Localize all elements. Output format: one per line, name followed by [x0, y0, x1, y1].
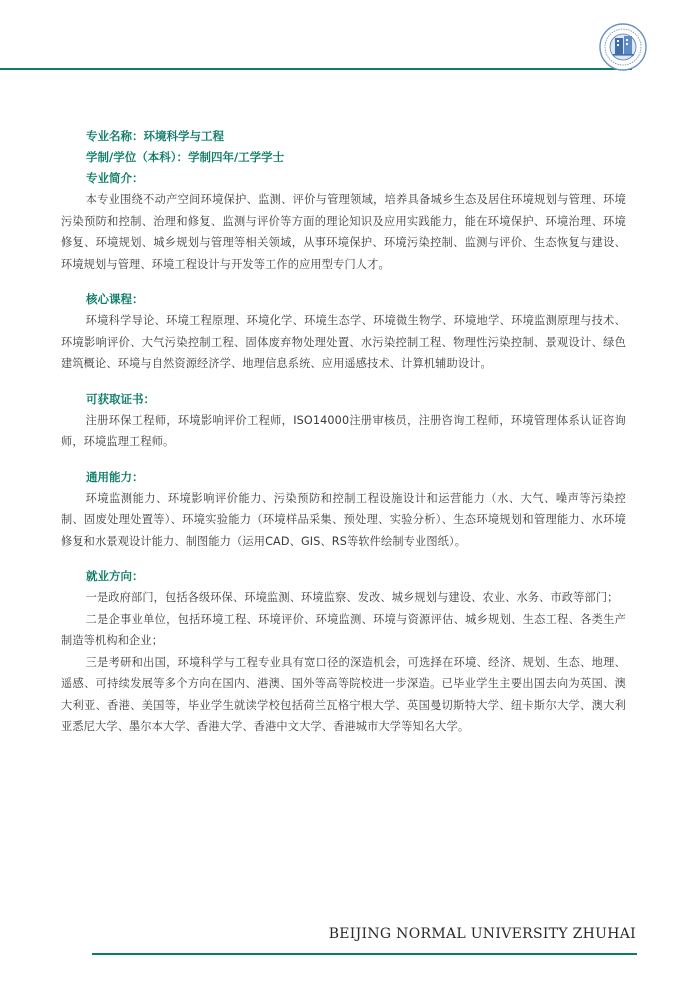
degree-info: 学制/学位（本科）：学制四年/工学学士 — [86, 150, 285, 164]
abilities-text: 环境监测能力、环境影响评价能力、污染预防和控制工程设施设计和运营能力（水、大气、噪声等污染控制、固废处理处置等）、环境实验能力（环境样品采集、预处理、实验分析）、生态环境规划和管理能力、水环境修复和水景观设计能力、制图能力（运用CAD、GIS、RS等软件绘制专业图纸）。 — [61, 491, 626, 548]
university-seal-icon — [598, 22, 648, 72]
major-name: 专业名称：环境科学与工程 — [86, 129, 224, 143]
header-rule — [0, 68, 632, 70]
certificates-text: 注册环保工程师，环境影响评价工程师，ISO14000注册审核员，注册咨询工程师，环境管理体系认证咨询师，环境监理工程师。 — [61, 413, 626, 448]
major-info — [61, 126, 626, 275]
footer-university-name: BEIJING NORMAL UNIVERSITY ZHUHAI — [328, 926, 636, 942]
intro-heading: 专业简介： — [86, 171, 144, 185]
careers-heading: 就业方向： — [86, 569, 144, 583]
intro-text: 本专业围绕不动产空间环境保护、监测、评价与管理领域，培养具备城乡生态及居住环境规划与管理、环境污染预防和控制、治理和修复、监测与评价等方面的理论知识及应用实践能力，能在环境保护、环境治理、环境修复、环境规划、城乡规划与管理等相关领域，从事环境保护、环境污染控制、监测与评价、生态恢复与建设、环境规划与管理、环境工程设计与开发等工作的应用型专门人才。 — [61, 193, 626, 271]
careers-section — [61, 566, 626, 738]
abilities-heading: 通用能力： — [86, 469, 144, 484]
abilities-section — [61, 467, 626, 553]
career-item: 三是考研和出国，环境科学与工程专业具有宽口径的深造机会，可选择在环境、经济、规划、生态、地理、遥感、可持续发展等多个方向在国内、港澳、国外等高等院校进一步深造。已毕业学生主要出国去向为英国、澳大利亚、香港、美国等，毕业学生就读学校包括荷兰瓦格宁根大学、英国曼切斯特大学、纽卡斯尔大学、澳大利亚悉尼大学、墨尔本大学、香港大学、香港中文大学、香港城市大学等知名大学。 — [61, 655, 626, 733]
footer-rule — [92, 953, 637, 955]
certificates-section — [61, 389, 626, 453]
courses-text: 环境科学导论、环境工程原理、环境化学、环境生态学、环境微生物学、环境地学、环境监测原理与技术、环境影响评价、大气污染控制工程、固体废弃物处理处置、水污染控制工程、物理性污染控制、景观设计、绿色建筑概论、环境与自然资源经济学、地理信息系统、应用遥感技术、计算机辅助设计。 — [61, 314, 626, 370]
career-item: 一是政府部门，包括各级环保、环境监测、环境监察、发改、城乡规划与建设、农业、水务、市政等部门； — [85, 591, 619, 604]
certificates-heading: 可获取证书： — [86, 391, 155, 406]
courses-section — [61, 289, 626, 375]
document-body — [61, 126, 626, 752]
career-item: 二是企事业单位，包括环境工程、环境评价、环境监测、环境与资源评估、城乡规划、生态工程、各类生产制造等机构和企业； — [61, 612, 626, 647]
courses-heading: 核心课程： — [86, 292, 144, 306]
